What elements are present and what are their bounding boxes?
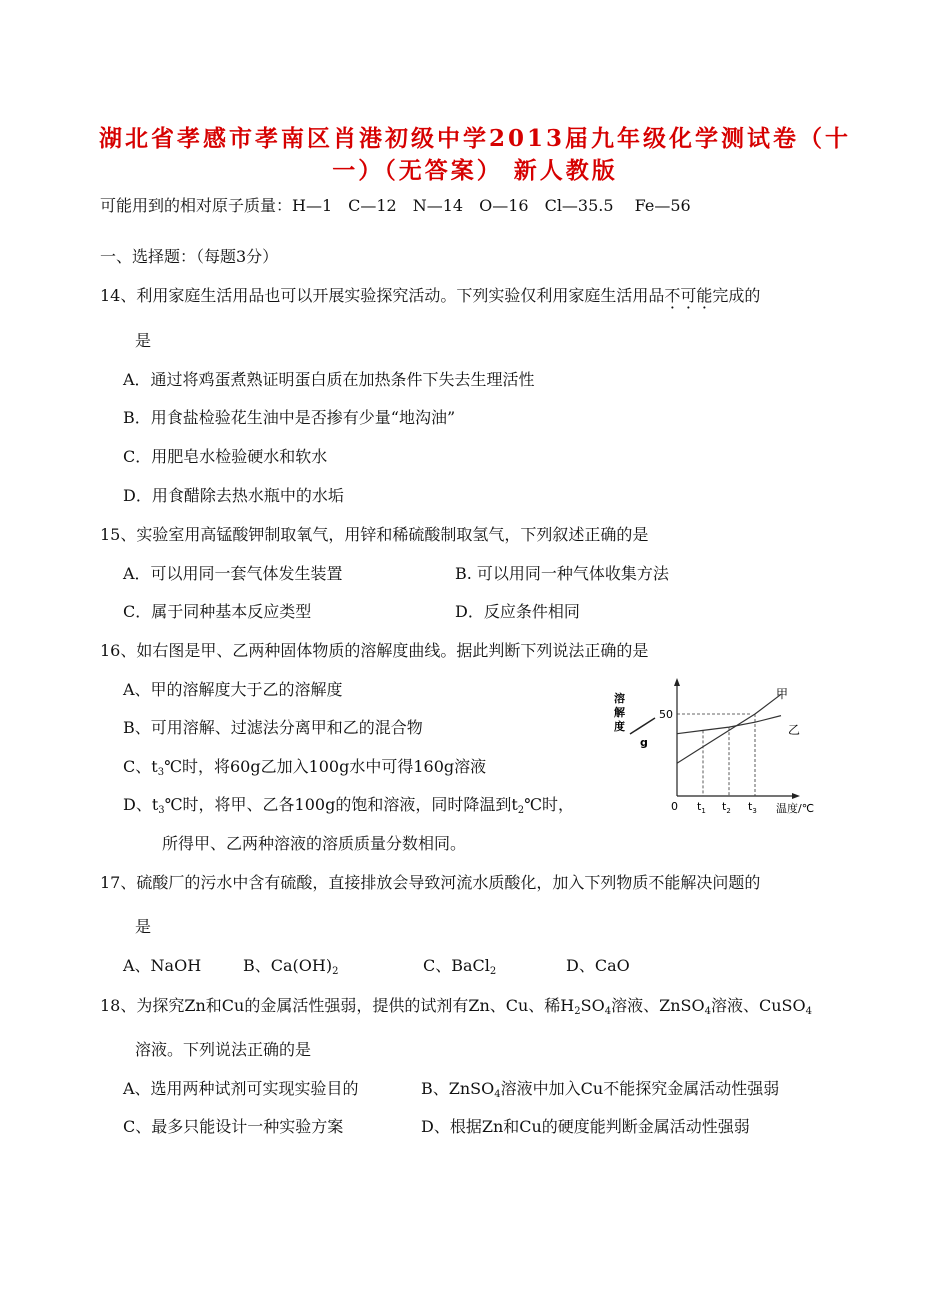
q16-option-b: B、可用溶解、过滤法分离甲和乙的混合物 (123, 718, 423, 737)
q14-option-d: D．用食醋除去热水瓶中的水垢 (123, 486, 344, 505)
atomic-masses: 可能用到的相对原子质量：H—1 C—12 N—14 O—16 Cl—35.5 Fe—56 (100, 196, 691, 215)
q17-option-d: D、CaO (566, 956, 630, 975)
document-title-line1: 湖北省孝感市孝南区肖港初级中学2013届九年级化学测试卷（十 (98, 125, 851, 152)
q17-stem-line2: 是 (135, 917, 152, 936)
chart-y-arrow (674, 678, 680, 686)
q17-option-b: B、$Ca(OH)_2$ (243, 956, 339, 977)
q16-stem: 16、如右图是甲、乙两种固体物质的溶解度曲线。据此判断下列说法正确的是 (100, 641, 649, 660)
section-heading: 一、选择题：（每题3分） (100, 247, 279, 266)
q14-stem-before: 14、利用家庭生活用品也可以开展实验探究活动。下列实验仅利用家庭生活用品 (100, 286, 665, 305)
chart-yunit: g (640, 736, 648, 749)
q14-stem (100, 286, 760, 306)
q15-option-c: C．属于同种基本反应类型 (123, 602, 312, 621)
q18-stem-line2: 溶液。下列说法正确的是 (135, 1040, 312, 1059)
chart-xtick-t2: $t_2$ (722, 800, 731, 815)
q15-option-a: A．可以用同一套气体发生装置 (123, 564, 343, 583)
chart-origin-label: 0 (671, 800, 678, 813)
chart-series-label-jia: 甲 (776, 687, 789, 701)
q18-option-d: D、根据Zn和Cu的硬度能判断金属活动性强弱 (421, 1117, 750, 1136)
q18-option-c: C、最多只能设计一种实验方案 (123, 1117, 344, 1136)
q17-option-a: A、NaOH (123, 956, 202, 975)
q18-stem: 18、为探究Zn和Cu的金属活性强弱，提供的试剂有Zn、Cu、稀$H_2SO_4$溶液、ZnSO$_4$溶液、CuSO$_4$ (100, 996, 812, 1017)
q14-stem-after: 完成的 (712, 286, 761, 305)
q18-option-b: B、ZnSO$_4$溶液中加入Cu不能探究金属活动性强弱 (421, 1079, 780, 1100)
chart-ylabel-3: 度 (614, 720, 625, 733)
q16-option-c: C、$t_3℃$时，将60g乙加入100g水中可得160g溶液 (123, 757, 487, 778)
chart-xtick-t3: $t_3$ (748, 800, 757, 815)
chart-series-label-yi: 乙 (788, 723, 801, 737)
q16-option-d-line2: 所得甲、乙两种溶液的溶质质量分数相同。 (162, 834, 467, 853)
chart-ylabel-1: 溶 (614, 692, 625, 705)
q14-emph-2: 可 (680, 286, 697, 305)
solubility-chart (610, 678, 830, 823)
q14-stem-line2: 是 (135, 331, 152, 350)
q14-emph-1: 不 (664, 286, 681, 305)
q15-option-d: D．反应条件相同 (455, 602, 580, 621)
q16-option-a: A、甲的溶解度大于乙的溶解度 (123, 680, 343, 699)
q14-emph-3: 能 (696, 286, 713, 305)
document-title-line2: 一）（无答案） 新人教版 (332, 157, 618, 184)
q14-option-a: A．通过将鸡蛋煮熟证明蛋白质在加热条件下失去生理活性 (123, 370, 535, 389)
chart-x-arrow (792, 793, 800, 799)
chart-ylabel-2: 解 (614, 706, 625, 719)
chart-xtick-t1: $t_1$ (697, 800, 706, 815)
q15-option-b: B. 可以用同一种气体收集方法 (455, 564, 669, 583)
q17-option-c: C、BaCl$_2$ (423, 956, 497, 977)
q16-option-d: D、$t_3℃$时，将甲、乙各100g的饱和溶液，同时降温到$t_2℃$时， (123, 795, 575, 816)
chart-xlabel: 温度/℃ (776, 802, 815, 815)
q17-stem: 17、硫酸厂的污水中含有硫酸，直接排放会导致河流水质酸化，加入下列物质不能解决问题的 (100, 873, 761, 892)
chart-ylabel-slash (630, 718, 655, 734)
q14-option-c: C．用肥皂水检验硬水和软水 (123, 447, 328, 466)
q18-option-a: A、选用两种试剂可实现实验目的 (123, 1079, 359, 1098)
chart-ytick-50: 50 (659, 708, 673, 721)
q15-stem: 15、实验室用高锰酸钾制取氧气，用锌和稀硫酸制取氢气，下列叙述正确的是 (100, 525, 649, 544)
q14-option-b: B．用食盐检验花生油中是否掺有少量“地沟油” (123, 408, 456, 427)
